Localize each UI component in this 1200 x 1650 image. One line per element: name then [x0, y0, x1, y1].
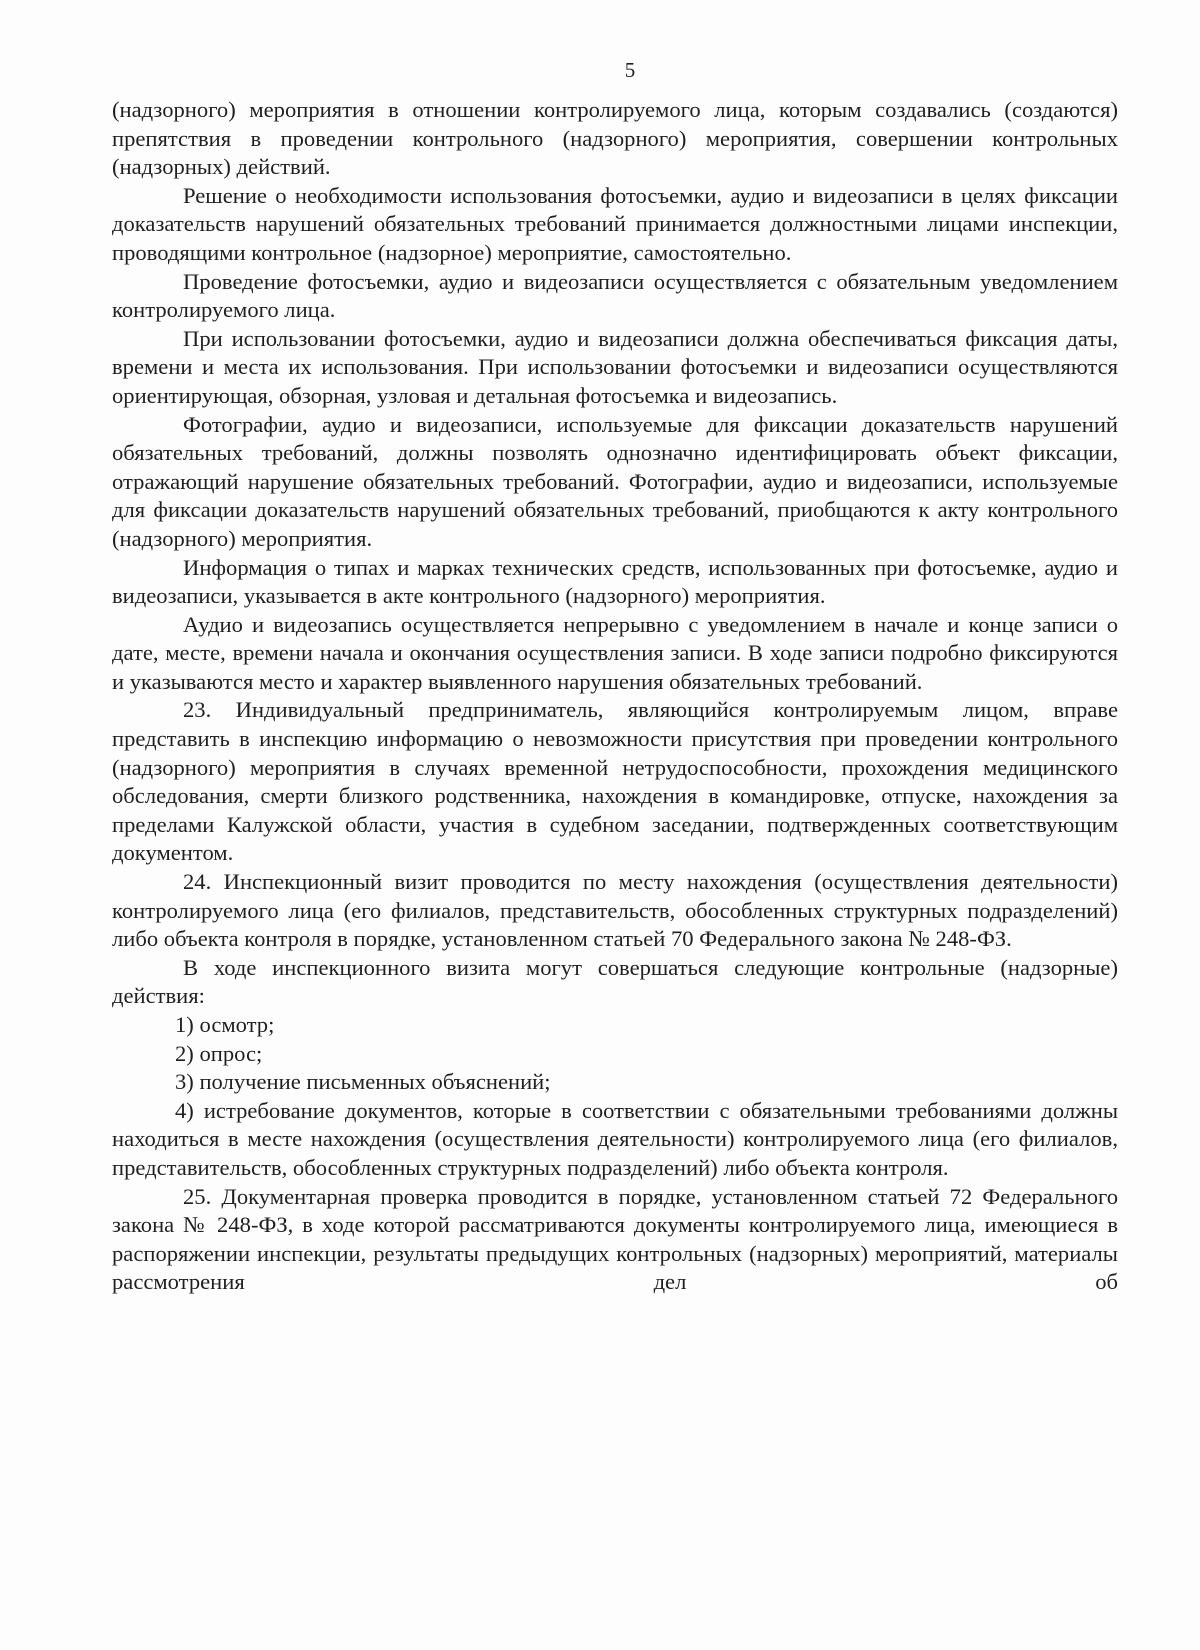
- paragraph-item-23: 23. Индивидуальный предприниматель, являющийся контролируемым лицом, вправе представить в инспекцию информацию о невозможности присутствия при проведении контрольного (надзорного) мероприятия в случаях временной нетрудоспособности, прохождения медицинского обследования, смерти близкого родственника, нахождения в командировке, отпуске, нахождения за пределами Калужской области, участия в судебном заседании, подтвержденных соответствующим документом.: [112, 697, 1118, 866]
- page-number: 5: [624, 58, 636, 82]
- paragraph-technical-means: Информация о типах и марках технических средств, использованных при фотосъемке, аудио и видеозаписи, указывается в акте контрольного (надзорного) мероприятия.: [112, 554, 1118, 609]
- paragraph-photo-decision: Решение о необходимости использования фотосъемки, аудио и видеозаписи в целях фиксации доказательств нарушений обязательных требований принимается должностными лицами инспекции, проводящими контрольное (надзорное) мероприятие, самостоятельно.: [112, 182, 1118, 265]
- paragraph-item-25: 25. Документарная проверка проводится в порядке, установленном статьей 72 Федерального закона № 248-ФЗ, в ходе которой рассматриваются документы контролируемого лица, имеющиеся в распоряжении инспекции, результаты предыдущих контрольных (надзорных) мероприятий, материалы рассмотрения дел об: [112, 1183, 1118, 1295]
- paragraph-continuation: (надзорного) мероприятия в отношении контролируемого лица, которым создавались (создаются) препятствия в проведении контрольного (надзорного) мероприятия, совершении контрольных (надзорных) действий.: [112, 97, 1118, 180]
- list-item-documents-request: 4) истребование документов, которые в соответствии с обязательными требованиями должны находиться в месте нахождения (осуществления деятельности) контролируемого лица (его филиалов, представительств, обособленных структурных подразделений) либо объекта контроля.: [112, 1097, 1118, 1180]
- list-item-inspection: 1) осмотр;: [175, 1012, 275, 1037]
- list-item-survey: 2) опрос;: [175, 1040, 263, 1066]
- document-body: [112, 96, 1118, 1297]
- list-item-explanations: 3) получение письменных объяснений;: [175, 1069, 551, 1095]
- paragraph-photo-identification: Фотографии, аудио и видеозаписи, используемые для фиксации доказательств нарушений обязательных требований, должны позволять однозначно идентифицировать объект фиксации, отражающий нарушение обязательных требований. Фотографии, аудио и видеозаписи, используемые для фиксации доказательств нарушений обязательных требований, приобщаются к акту контрольного (надзорного) мероприятия.: [112, 411, 1118, 551]
- paragraph-photo-notice: Проведение фотосъемки, аудио и видеозаписи осуществляется с обязательным уведомлением контролируемого лица.: [112, 268, 1118, 323]
- paragraph-photo-fixation: При использовании фотосъемки, аудио и видеозаписи должна обеспечиваться фиксация даты, времени и места их использования. При использовании фотосъемки и видеозаписи осуществляются ориентирующая, обзорная, узловая и детальная фотосъемка и видеозапись.: [112, 325, 1118, 408]
- paragraph-inspection-actions: В ходе инспекционного визита могут совершаться следующие контрольные (надзорные) действия:: [112, 954, 1118, 1009]
- paragraph-item-24: 24. Инспекционный визит проводится по месту нахождения (осуществления деятельности) контролируемого лица (его филиалов, представительств, обособленных структурных подразделений) либо объекта контроля в порядке, установленном статьей 70 Федерального закона № 248-ФЗ.: [112, 869, 1118, 952]
- paragraph-continuous-recording: Аудио и видеозапись осуществляется непрерывно с уведомлением в начале и конце записи о дате, месте, времени начала и окончания осуществления записи. В ходе записи подробно фиксируются и указываются место и характер выявленного нарушения обязательных требований.: [112, 611, 1118, 694]
